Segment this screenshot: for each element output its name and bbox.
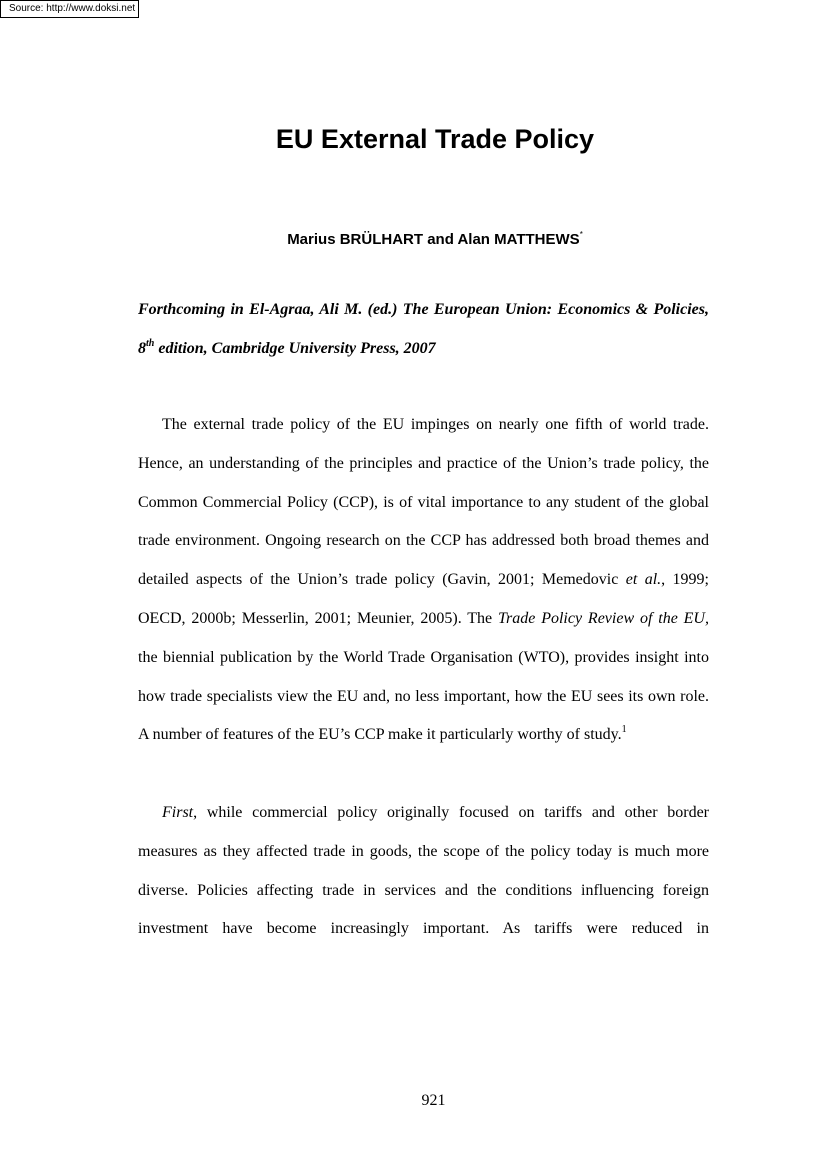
authors-line xyxy=(0,230,827,248)
page-number: 921 xyxy=(421,1092,446,1109)
document-title: EU External Trade Policy xyxy=(275,124,595,154)
paragraph1-text1: The external trade policy of the EU impinges on nearly one fifth of world trade. Hence, an understanding of the principles and practice of the Union’s trade policy, the Common Commercial Policy (CCP), is of vital importance to any student of the global trade environment. Ongoing research on the CCP has addressed both broad themes and detailed aspects of the Union’s trade policy (Gavin, 2001; Memedovic xyxy=(138,416,709,589)
publication-note xyxy=(138,291,709,368)
paragraph2-text: , while commercial policy originally focused on tariffs and other border measures as they affected trade in goods, the scope of the policy today is much more diverse. Policies affecting trade in services and the conditions influencing foreign investment have become increasingly important. As tariffs were reduced in xyxy=(138,804,709,938)
source-label: Source: http://www.doksi.net xyxy=(0,0,139,18)
author-names: Marius BRÜLHART and Alan MATTHEWS xyxy=(287,231,580,248)
footnote-reference-1: 1 xyxy=(621,724,627,736)
author-footnote-marker: * xyxy=(579,230,583,239)
paragraph1-italic-et-al: et al. xyxy=(625,571,662,589)
paragraph1-italic-review-title: Trade Policy Review of the EU, xyxy=(498,609,709,627)
publication-note-part2: edition, Cambridge University Press, 2007 xyxy=(154,339,436,357)
paragraph2-italic-lead: First xyxy=(162,804,194,821)
publication-note-part1: Forthcoming in El-Agraa, Ali M. (ed.) The European Union: Economics & Policies, 8 xyxy=(138,301,709,357)
body-paragraph-1 xyxy=(138,406,709,755)
body-paragraph-2 xyxy=(138,794,709,949)
edition-superscript: th xyxy=(146,337,155,349)
paragraph1-text2: , 1999; OECD, 2000b; Messerlin, 2001; Meunier, 2005). The xyxy=(138,571,709,627)
paragraph1-text3: the biennial publication by the World Trade Organisation (WTO), provides insight into how trade specialists view the EU and, no less important, how the EU sees its own role. A number of features of the EU’s CCP make it particularly worthy of study. xyxy=(138,648,709,744)
